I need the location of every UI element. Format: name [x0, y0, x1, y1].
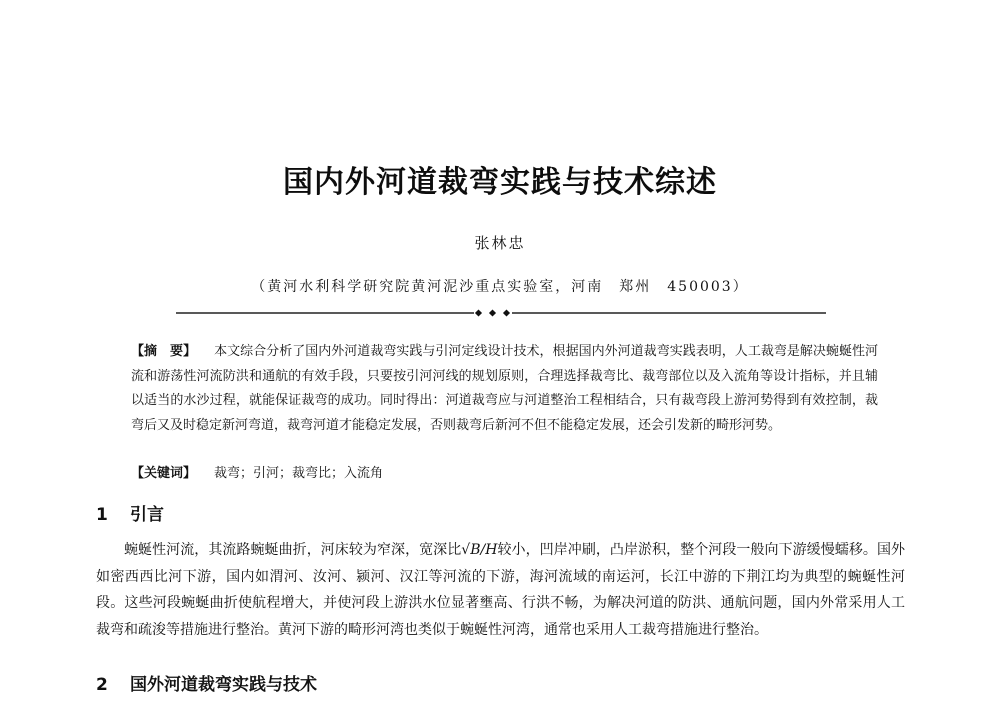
section-2-number: 2: [96, 675, 108, 695]
section-1-title: 引言: [130, 505, 164, 525]
keywords-label: 【关键词】: [131, 466, 197, 481]
keywords-text: 裁弯；引河；裁弯比；入流角: [214, 466, 384, 481]
abstract-block: [131, 340, 878, 438]
section-2-title: 国外河道裁弯实践与技术: [130, 675, 317, 695]
paper-title: 国内外河道裁弯实践与技术综述: [283, 165, 717, 200]
paragraph-text-end: 较小，凹岸冲刷，凸岸淤积，整个河段一般向下游缓慢蠕移。国外如密西西比河下游，国内如渭河、汝河、颍河、汉江等河流的下游，海河流域的南运河，长江中游的下荆江均为典型的蜿蜒性河段。这些河段蜿蜒曲折使航程增大，并使河段上游洪水位显著壅高、行洪不畅，为解决河道的防洪、通航问题，国内外常采用人工裁弯和疏浚等措施进行整治。黄河下游的畸形河湾也类似于蜿蜒性河湾，通常也采用人工裁弯措施进行整治。: [96, 542, 906, 638]
paragraph-text-start: 蜿蜒性河流，其流路蜿蜒曲折，河床较为窄深，宽深比: [124, 542, 462, 558]
section-2-heading: [96, 674, 317, 696]
divider-diamond-right: [503, 309, 510, 316]
abstract-label: 【摘 要】: [131, 344, 197, 359]
section-1-heading: [96, 504, 164, 526]
abstract-text: 本文综合分析了国内外河道裁弯实践与引河定线设计技术，根据国内外河道裁弯实践表明，人工裁弯是解决蜿蜒性河流和游荡性河流防洪和通航的有效手段，只要按引河河线的规划原则，合理选择裁弯比、裁弯部位以及入流角等设计指标，并且辅以适当的水沙过程，就能保证裁弯的成功。同时得出：河道裁弯应与河道整治工程相结合，只有裁弯段上游河势得到有效控制，裁弯后又及时稳定新河弯道，裁弯河道才能稳定发展，否则裁弯后新河不但不能稳定发展，还会引发新的畸形河势。: [131, 344, 878, 433]
keywords-block: [131, 464, 383, 484]
divider-diamond-left: [475, 309, 482, 316]
author-name: 张林忠: [474, 234, 526, 252]
ornamental-divider: [176, 309, 826, 317]
divider-diamond-center: [489, 309, 496, 316]
section-1-number: 1: [96, 505, 108, 525]
author-affiliation: （黄河水利科学研究院黄河泥沙重点实验室，河南 郑州 450003）: [251, 279, 749, 295]
width-depth-ratio-formula: √B/H: [461, 542, 498, 558]
section-1-paragraph: [96, 537, 905, 643]
